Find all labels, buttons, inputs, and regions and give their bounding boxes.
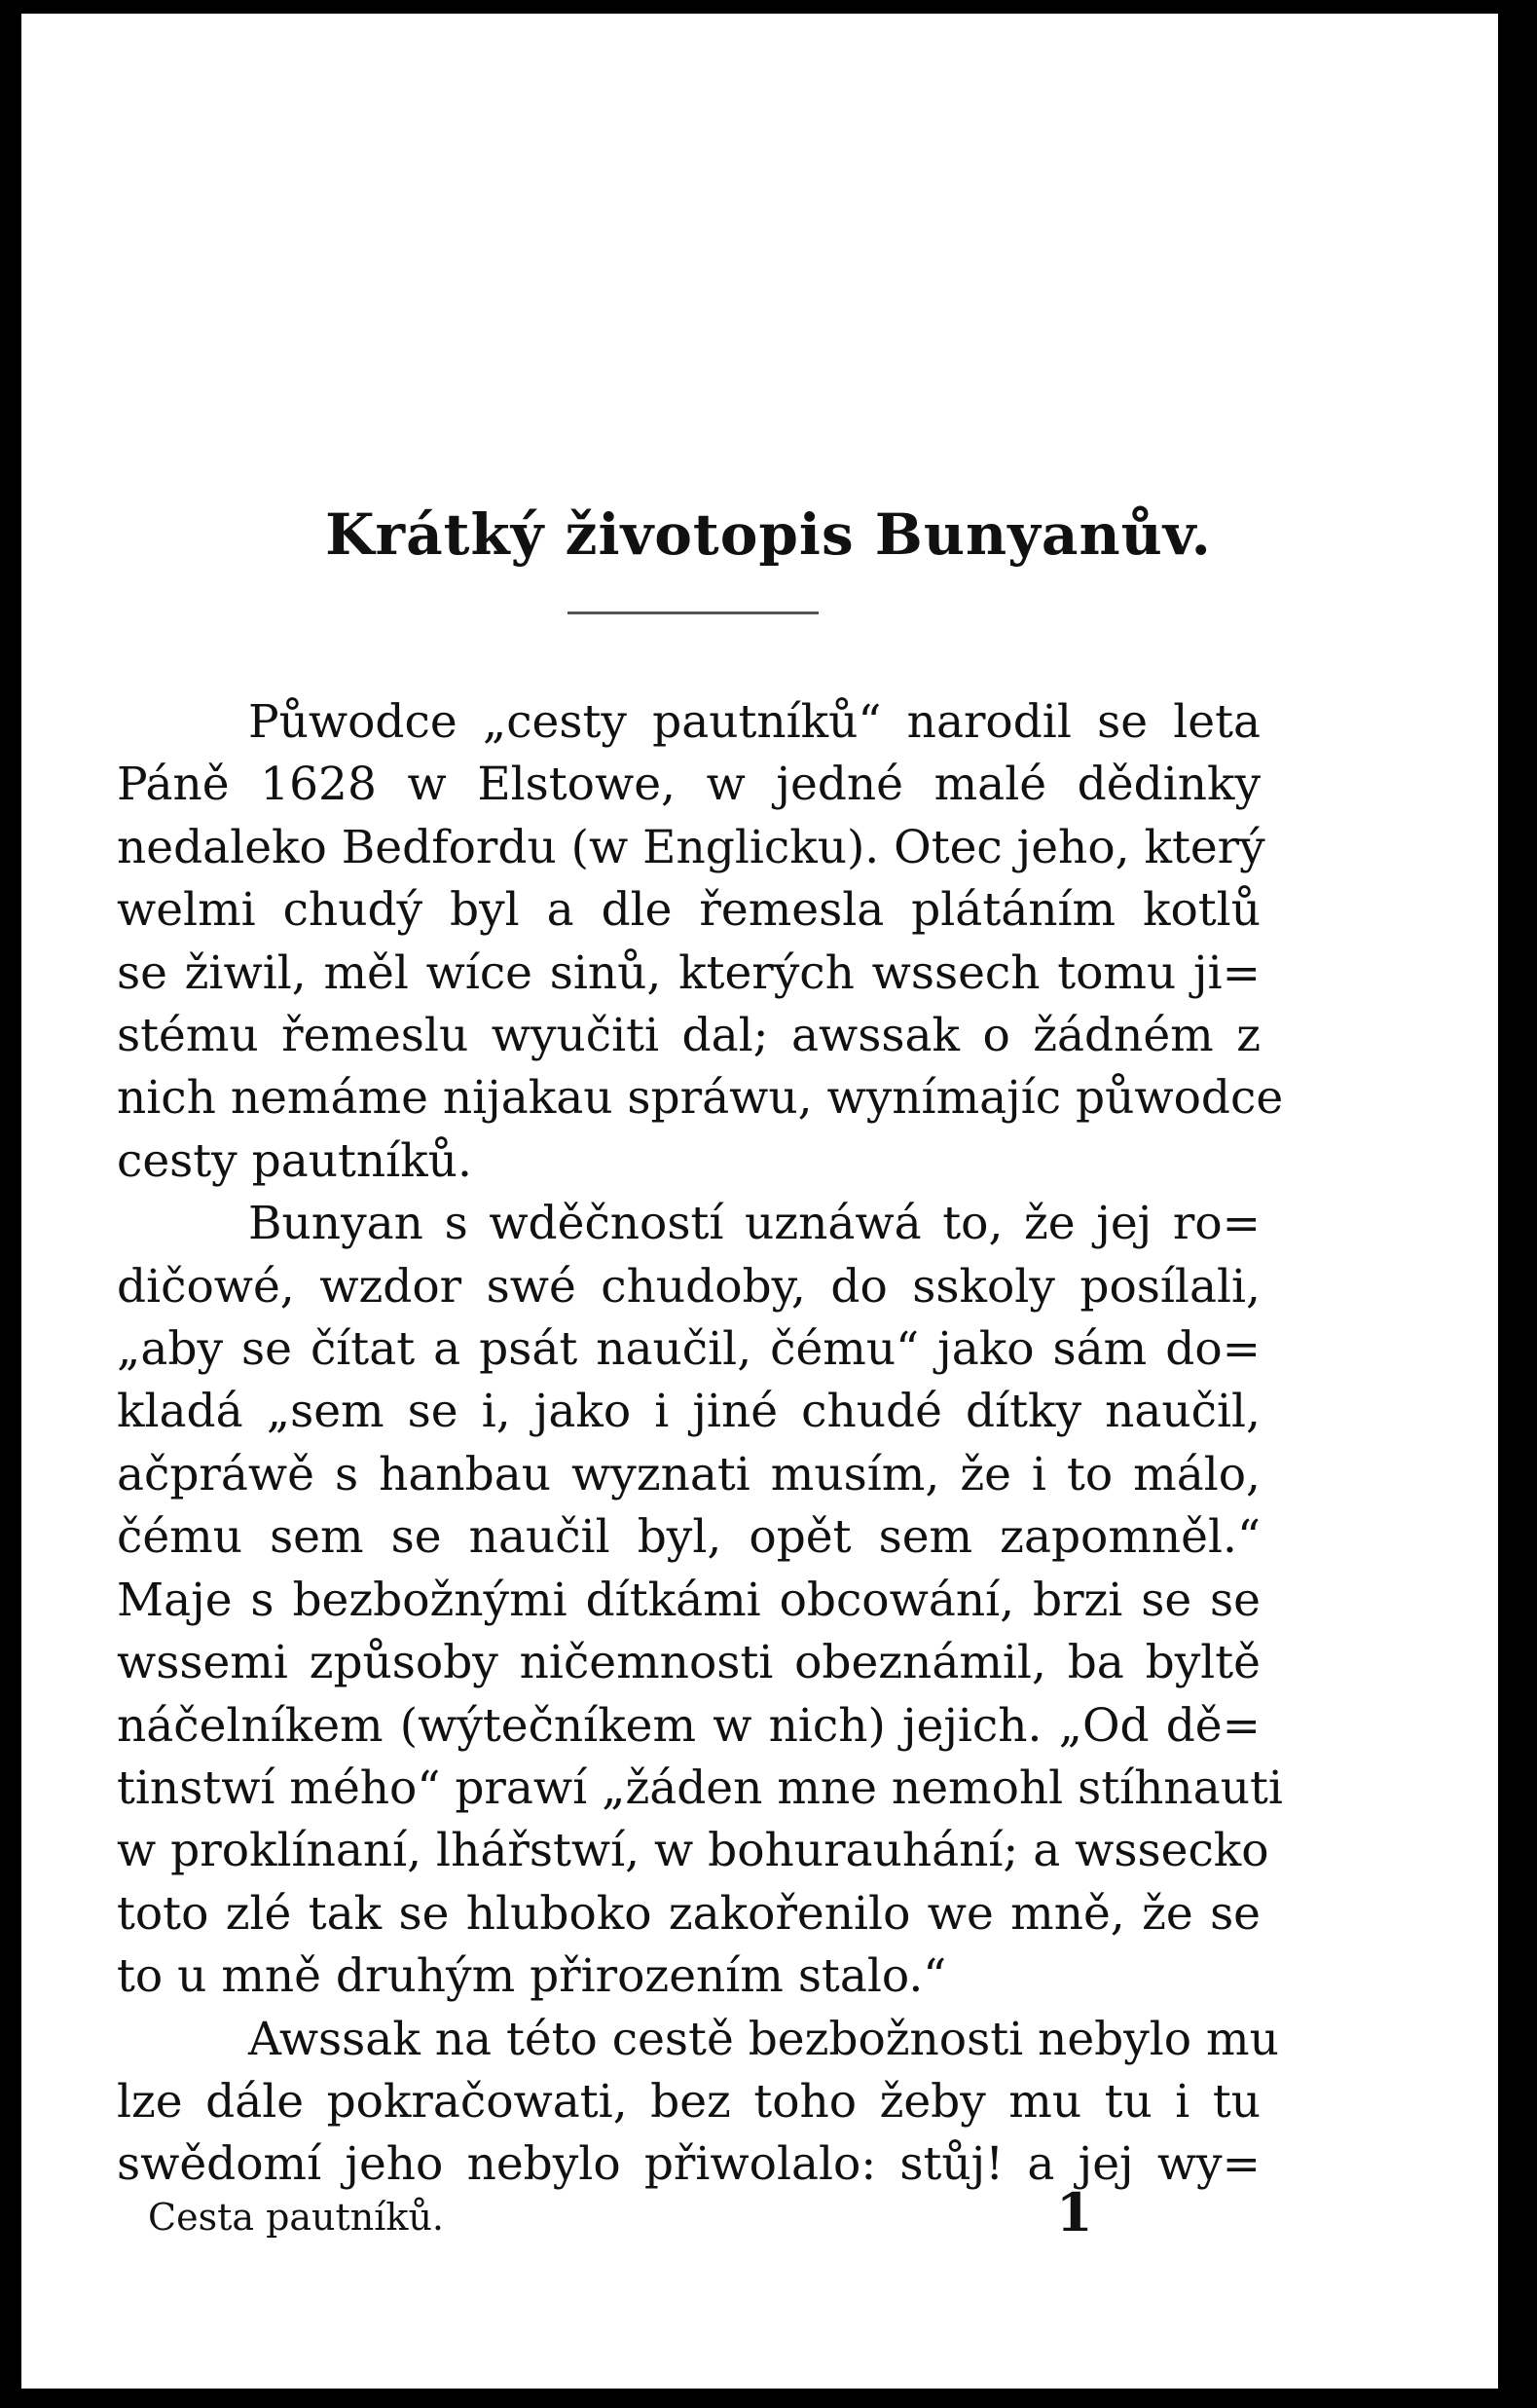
scan-border-top: [0, 0, 1537, 14]
paragraph-1: [117, 691, 1284, 1193]
body-text: [117, 691, 1284, 2197]
text-line: Maje s bezbožnými dítkámi obcowání, brzi se se: [117, 1573, 1261, 1627]
text-line: nich nemáme nijakau spráwu, wynímajíc půwodce: [117, 1071, 1284, 1126]
text-line: lze dále pokračowati, bez toho žeby mu tu i tu: [117, 2074, 1261, 2129]
text-line: to u mně druhým přirozením stalo.“: [117, 1949, 947, 2004]
scan-border-left: [0, 0, 21, 2408]
signature-number: 1: [1056, 2181, 1093, 2243]
text-line: cesty pautníků.: [117, 1133, 472, 1188]
text-line: Páně 1628 w Elstowe, w jedné malé dědinky: [117, 758, 1261, 812]
text-line: tinstwí mého“ prawí „žáden mne nemohl stíhnauti: [117, 1760, 1283, 1815]
scan-border-right: [1498, 0, 1537, 2408]
text-line: ačpráwě s hanbau wyznati musím, že i to málo,: [117, 1447, 1261, 1501]
title-divider: [567, 611, 819, 614]
text-line: se žiwil, měl wíce sinů, kterých wssech tomu ji=: [117, 945, 1261, 1000]
printer-signature: Cesta pautníků.: [148, 2196, 444, 2239]
text-line: Awssak na této cestě bezbožnosti nebylo mu: [248, 2012, 1279, 2066]
text-line: Půwodce „cesty pautníků“ narodil se leta: [248, 695, 1261, 749]
text-line: kladá „sem se i, jako i jiné chudé dítky naučil,: [117, 1385, 1261, 1439]
text-line: „aby se čítat a psát naučil, čému“ jako sám do=: [117, 1322, 1261, 1377]
text-line: náčelníkem (wýtečníkem w nich) jejich. „Od dě=: [117, 1698, 1261, 1753]
paragraph-3: [117, 2009, 1279, 2197]
text-line: stému řemeslu wyučiti dal; awssak o žádném z: [117, 1009, 1261, 1063]
text-line: nedaleko Bedfordu (w Englicku). Otec jeho, který: [117, 820, 1265, 874]
chapter-title: Krátký životopis Bunyanův.: [325, 501, 1212, 568]
text-line: dičowé, wzdor swé chudoby, do sskoly posílali,: [117, 1259, 1261, 1314]
paragraph-2: [117, 1193, 1283, 2008]
text-line: Bunyan s wděčností uznáwá to, že jej ro=: [248, 1197, 1261, 1251]
text-line: wssemi způsoby ničemnosti obeznámil, ba byltě: [117, 1636, 1261, 1690]
text-line: čému sem se naučil byl, opět sem zapomněl.“: [117, 1510, 1261, 1565]
text-line: w proklínaní, lhářstwí, w bohurauhání; a wssecko: [117, 1824, 1269, 1878]
text-line: welmi chudý byl a dle řemesla plátáním kotlů: [117, 883, 1261, 938]
scan-border-bottom: [0, 2389, 1537, 2408]
text-line: toto zlé tak se hluboko zakořenilo we mně, že se: [117, 1886, 1261, 1941]
text-line: swědomí jeho nebylo přiwolalo: stůj! a jej wy=: [117, 2137, 1261, 2192]
